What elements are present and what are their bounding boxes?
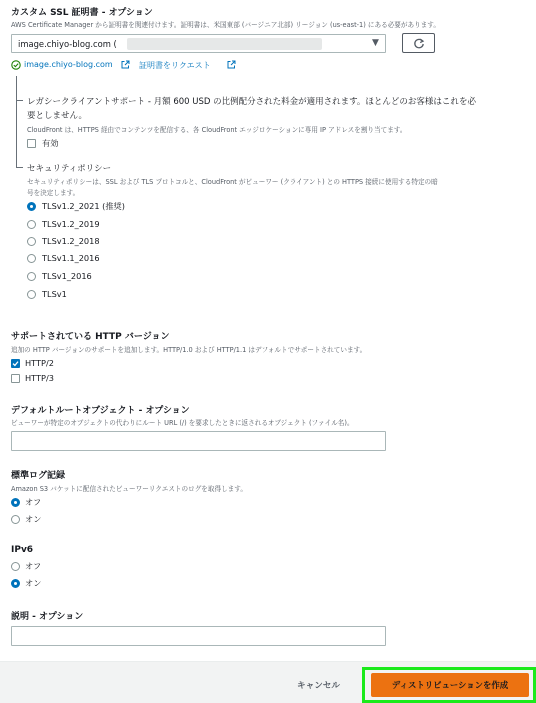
ssl-description: AWS Certificate Manager から証明書を関連付けます。証明書は、米国東部 (バージニア北部) リージョン (us-east-1) にある必要があります。: [11, 21, 440, 29]
request-certificate-link[interactable]: 証明書をリクエスト: [139, 61, 211, 70]
cancel-button[interactable]: キャンセル: [297, 681, 340, 691]
external-link-icon[interactable]: [227, 60, 236, 69]
caret-down-icon: ▼: [372, 38, 379, 48]
tree-connector-branch: [16, 100, 23, 101]
check-circle-icon: [11, 60, 21, 70]
legacy-support-description: CloudFront は、HTTPS 経由でコンテンツを配信する、各 CloudFront エッジロケーションに専用 IP アドレスを割り当てます。: [27, 126, 407, 134]
ipv6-off-radio[interactable]: [11, 562, 20, 571]
logging-off-label: オフ: [25, 497, 42, 507]
legacy-support-label-cont: 要としません。: [27, 111, 88, 121]
security-policy-radio-tlsv1-2-2019[interactable]: [27, 220, 36, 229]
security-policy-option-label: TLSv1.1_2016: [42, 253, 100, 263]
ssl-label: カスタム SSL 証明書 - オプション: [11, 8, 153, 18]
default-root-object-input[interactable]: [11, 431, 386, 451]
external-link-icon[interactable]: [121, 60, 130, 69]
ipv6-on-radio[interactable]: [11, 579, 20, 588]
default-root-object-description: ビューワーが特定のオブジェクトの代わりにルート URL (/) を要求したときに返されるオブジェクト (ファイル名)。: [11, 419, 354, 427]
ssl-select-value: image.chiyo-blog.com (: [18, 39, 117, 49]
security-policy-radio-tlsv1-2-2018[interactable]: [27, 237, 36, 246]
http-versions-label: サポートされている HTTP バージョン: [11, 332, 170, 342]
security-policy-description-cont: 号を決定します。: [27, 189, 80, 197]
legacy-support-checkbox-label: 有効: [42, 138, 59, 148]
refresh-certificates-button[interactable]: [402, 33, 435, 53]
logging-on-label: オン: [25, 514, 42, 524]
ipv6-on-label: オン: [25, 578, 42, 588]
security-policy-option-label: TLSv1_2016: [42, 271, 92, 281]
create-distribution-button[interactable]: ディストリビューションを作成: [371, 673, 529, 697]
standard-logging-label: 標準ログ記録: [11, 471, 66, 481]
checkmark-icon: [12, 360, 19, 367]
ipv6-label: IPv6: [11, 545, 34, 555]
description-input[interactable]: [11, 626, 386, 646]
legacy-support-label: レガシークライアントサポート - 月額 600 USD の比例配分された料金が適用されます。ほとんどのお客様はこれを必: [27, 97, 476, 107]
security-policy-description: セキュリティポリシーは、SSL および TLS プロトコルと、CloudFront がビューワー (クライアント) との HTTPS 接続に使用する特定の暗: [27, 178, 438, 186]
http3-checkbox[interactable]: [11, 374, 20, 383]
security-policy-label: セキュリティポリシー: [27, 164, 112, 174]
http2-label: HTTP/2: [25, 358, 54, 368]
http3-label: HTTP/3: [25, 373, 54, 383]
security-policy-radio-tlsv1[interactable]: [27, 290, 36, 299]
standard-logging-description: Amazon S3 バケットに配信されたビューワーリクエストのログを取得します。: [11, 485, 247, 493]
logging-off-radio[interactable]: [11, 498, 20, 507]
security-policy-option-label: TLSv1.2_2021 (推奨): [42, 201, 125, 211]
redacted-certificate-id: [127, 38, 322, 50]
logging-on-radio[interactable]: [11, 515, 20, 524]
security-policy-option-label: TLSv1.2_2019: [42, 219, 100, 229]
ssl-certificate-select[interactable]: [11, 34, 386, 53]
security-policy-radio-tlsv1-2-2021[interactable]: [27, 202, 36, 211]
tree-connector-line: [16, 76, 17, 167]
tree-connector-branch: [16, 167, 23, 168]
http2-checkbox[interactable]: [11, 359, 20, 368]
refresh-icon: [413, 38, 425, 50]
security-policy-radio-tlsv1-1-2016[interactable]: [27, 254, 36, 263]
security-policy-radio-tlsv1-2016[interactable]: [27, 272, 36, 281]
security-policy-option-label: TLSv1: [42, 289, 67, 299]
verified-certificate-link[interactable]: image.chiyo-blog.com: [24, 60, 113, 69]
ipv6-off-label: オフ: [25, 561, 42, 571]
legacy-support-checkbox[interactable]: [27, 139, 36, 148]
description-label: 説明 - オプション: [11, 612, 84, 622]
http-versions-description: 追加の HTTP バージョンのサポートを追加します。HTTP/1.0 および HTTP/1.1 はデフォルトでサポートされています。: [11, 346, 367, 354]
default-root-object-label: デフォルトルートオブジェクト - オプション: [11, 406, 190, 416]
security-policy-option-label: TLSv1.2_2018: [42, 236, 100, 246]
